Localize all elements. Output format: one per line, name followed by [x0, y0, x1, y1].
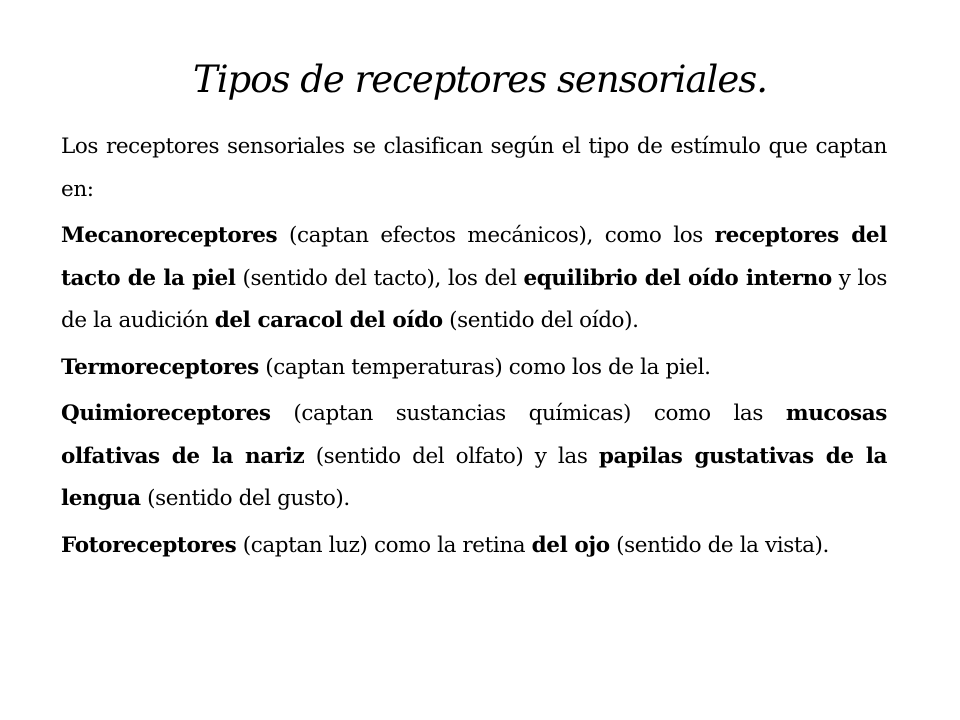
text-span: Los receptores sensoriales se clasifican según el tipo de estímulo que captan en: — [61, 134, 887, 202]
text-span: (sentido del gusto). — [140, 486, 350, 511]
paragraph-termoreceptores — [61, 347, 887, 390]
text-span: y los de la audición — [61, 265, 887, 333]
text-span: (captan sustancias químicas) como las — [270, 401, 786, 426]
text-span: (captan efectos mecánicos), como los — [277, 223, 715, 248]
term-mecanoreceptores: Mecanoreceptores — [61, 223, 278, 248]
text-span: (sentido del olfato) y las — [304, 443, 599, 469]
term-receptores-tacto: receptores del tacto de la piel — [61, 223, 887, 291]
paragraph-intro — [61, 126, 887, 211]
term-mucosas: mucosas olfativas de la nariz — [61, 401, 887, 469]
term-quimioreceptores: Quimioreceptores — [61, 401, 271, 426]
slide-body — [61, 126, 887, 571]
term-equilibrio: equilibrio del oído interno — [523, 265, 832, 291]
text-span: (sentido del tacto), los del — [235, 265, 524, 291]
term-termoreceptores: Termoreceptores — [61, 354, 259, 380]
text-span: (captan temperaturas) como los de la piel. — [258, 354, 711, 380]
term-fotoreceptores: Fotoreceptores — [61, 532, 237, 558]
paragraph-quimioreceptores — [61, 393, 887, 521]
slide-title: Tipos de receptores sensoriales. — [193, 58, 767, 101]
text-span: (sentido de la vista). — [609, 532, 829, 558]
paragraph-fotoreceptores — [61, 525, 887, 568]
term-ojo: del ojo — [531, 532, 610, 558]
term-papilas: papilas gustativas de la lengua — [61, 443, 888, 511]
paragraph-mecanoreceptores — [61, 215, 887, 343]
term-caracol: del caracol del oído — [214, 308, 443, 333]
text-span: (captan luz) como la retina — [236, 532, 532, 558]
text-span: (sentido del oído). — [442, 308, 639, 333]
